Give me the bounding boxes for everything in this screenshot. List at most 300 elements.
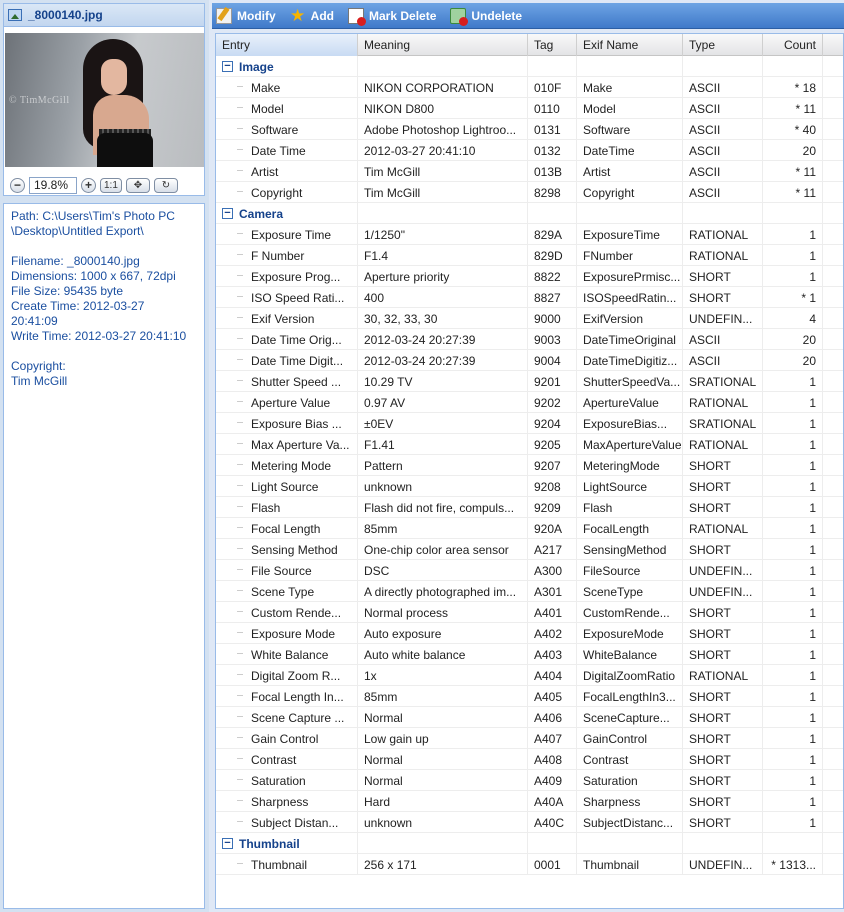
move-arrows-icon: ✥: [133, 179, 143, 191]
cell-meaning: Flash did not fire, compuls...: [358, 497, 528, 518]
cell-meaning: Low gain up: [358, 728, 528, 749]
table-row[interactable]: [216, 413, 843, 434]
file-size: File Size: 95435 byte: [11, 284, 124, 298]
cell-type: SRATIONAL: [683, 371, 763, 392]
table-row[interactable]: [216, 728, 843, 749]
cell-count: 1: [763, 812, 823, 833]
cell-entry: Focal Length In...: [216, 686, 358, 707]
cell-tag: A406: [528, 707, 577, 728]
cell-entry: Model: [216, 98, 358, 119]
cell-exif-name: Model: [577, 98, 683, 119]
cell-entry: Gain Control: [216, 728, 358, 749]
table-row[interactable]: [216, 581, 843, 602]
cell-tag: A409: [528, 770, 577, 791]
table-row[interactable]: [216, 665, 843, 686]
cell-type: ASCII: [683, 119, 763, 140]
cell-count: * 1313...: [763, 854, 823, 875]
cell-entry: Exposure Time: [216, 224, 358, 245]
cell-type: ASCII: [683, 140, 763, 161]
edit-pencil-icon: [216, 8, 232, 24]
cell-count: 1: [763, 581, 823, 602]
cell-entry: Sensing Method: [216, 539, 358, 560]
cell-meaning: 2012-03-27 20:41:10: [358, 140, 528, 161]
cell-entry: Shutter Speed ...: [216, 371, 358, 392]
cell-tag: 8298: [528, 182, 577, 203]
cell-exif-name: FocalLengthIn3...: [577, 686, 683, 707]
cell-entry: Exposure Mode: [216, 623, 358, 644]
cell-count: 1: [763, 266, 823, 287]
cell-count: 20: [763, 140, 823, 161]
table-row[interactable]: [216, 119, 843, 140]
undelete-button[interactable]: [446, 5, 532, 27]
cell-entry: Exposure Bias ...: [216, 413, 358, 434]
cell-entry: Artist: [216, 161, 358, 182]
cell-meaning: F1.4: [358, 245, 528, 266]
cell-exif-name: ExposureBias...: [577, 413, 683, 434]
group-label: Thumbnail: [239, 836, 300, 851]
cell-count: 1: [763, 497, 823, 518]
cell-exif-name: SensingMethod: [577, 539, 683, 560]
cell-type: RATIONAL: [683, 224, 763, 245]
cell-meaning: 10.29 TV: [358, 371, 528, 392]
table-row[interactable]: [216, 140, 843, 161]
column-header-tag[interactable]: Tag: [528, 34, 577, 56]
cell-type: RATIONAL: [683, 665, 763, 686]
cell-tag: 010F: [528, 77, 577, 98]
cell-type: UNDEFIN...: [683, 854, 763, 875]
cell-meaning: 85mm: [358, 686, 528, 707]
cell-exif-name: FileSource: [577, 560, 683, 581]
cell-count: 20: [763, 329, 823, 350]
cell-tag: 8827: [528, 287, 577, 308]
group-header[interactable]: [216, 833, 358, 854]
cell-tag: 9209: [528, 497, 577, 518]
collapse-icon[interactable]: −: [222, 61, 233, 72]
photo-preview[interactable]: [5, 33, 204, 167]
table-row[interactable]: [216, 749, 843, 770]
cell-tag: 920A: [528, 518, 577, 539]
cell-type: SHORT: [683, 812, 763, 833]
cell-entry: Subject Distan...: [216, 812, 358, 833]
cell-meaning: Normal process: [358, 602, 528, 623]
cell-tag: 9202: [528, 392, 577, 413]
thumbnail-panel-header: [4, 4, 204, 27]
cell-count: * 11: [763, 161, 823, 182]
table-row[interactable]: [216, 560, 843, 581]
photo-watermark: © TimMcGill: [9, 95, 70, 106]
cell-type: SHORT: [683, 770, 763, 791]
cell-count: 1: [763, 476, 823, 497]
cell-exif-name: DateTimeDigitiz...: [577, 350, 683, 371]
cell-count: 1: [763, 623, 823, 644]
cell-exif-name: GainControl: [577, 728, 683, 749]
cell-tag: 0132: [528, 140, 577, 161]
zoom-level-field[interactable]: 19.8%: [29, 177, 77, 194]
cell-exif-name: FocalLength: [577, 518, 683, 539]
cell-tag: 9205: [528, 434, 577, 455]
cell-entry: Custom Rende...: [216, 602, 358, 623]
cell-meaning: DSC: [358, 560, 528, 581]
cell-tag: 9004: [528, 350, 577, 371]
cell-type: SHORT: [683, 791, 763, 812]
mark-delete-label: Mark Delete: [369, 8, 437, 23]
file-info-panel: [3, 203, 205, 909]
cell-type: SHORT: [683, 749, 763, 770]
toolbar: [212, 3, 844, 29]
group-row[interactable]: [216, 833, 843, 854]
file-path: Path: C:\Users\Tim's Photo PC \Desktop\Untitled Export\: [11, 209, 175, 238]
exif-grid: [215, 33, 844, 909]
grid-header: [216, 34, 843, 56]
table-row[interactable]: [216, 476, 843, 497]
cell-entry: Scene Capture ...: [216, 707, 358, 728]
cell-exif-name: ShutterSpeedVa...: [577, 371, 683, 392]
cell-entry: F Number: [216, 245, 358, 266]
cell-exif-name: SubjectDistanc...: [577, 812, 683, 833]
table-row[interactable]: [216, 350, 843, 371]
cell-tag: 0110: [528, 98, 577, 119]
table-row[interactable]: [216, 287, 843, 308]
cell-meaning: Hard: [358, 791, 528, 812]
cell-type: UNDEFIN...: [683, 581, 763, 602]
column-header-count[interactable]: Count: [763, 34, 823, 56]
group-row[interactable]: [216, 56, 843, 77]
cell-entry: Aperture Value: [216, 392, 358, 413]
thumbnail-panel: [3, 3, 205, 196]
delete-document-icon: [348, 8, 364, 24]
cell-entry: Metering Mode: [216, 455, 358, 476]
cell-entry: Make: [216, 77, 358, 98]
cell-type: UNDEFIN...: [683, 560, 763, 581]
cell-meaning: Normal: [358, 707, 528, 728]
cell-meaning: 1x: [358, 665, 528, 686]
table-row[interactable]: [216, 497, 843, 518]
column-header-entry[interactable]: Entry: [216, 34, 358, 56]
cell-type: SHORT: [683, 497, 763, 518]
star-add-icon: ★: [290, 5, 306, 25]
cell-type: ASCII: [683, 350, 763, 371]
table-row[interactable]: [216, 770, 843, 791]
column-header-type[interactable]: Type: [683, 34, 763, 56]
group-label: Image: [239, 59, 274, 74]
cell-entry: Contrast: [216, 749, 358, 770]
cell-meaning: Normal: [358, 749, 528, 770]
cell-entry: Light Source: [216, 476, 358, 497]
cell-count: 20: [763, 350, 823, 371]
cell-tag: A300: [528, 560, 577, 581]
cell-count: 1: [763, 371, 823, 392]
undelete-icon: [450, 8, 466, 24]
table-row[interactable]: [216, 518, 843, 539]
cell-exif-name: FNumber: [577, 245, 683, 266]
cell-exif-name: ExposureTime: [577, 224, 683, 245]
cell-meaning: Normal: [358, 770, 528, 791]
table-row[interactable]: [216, 77, 843, 98]
cell-type: SHORT: [683, 728, 763, 749]
file-create-time: Create Time: 2012-03-27 20:41:09: [11, 299, 145, 328]
table-row[interactable]: [216, 182, 843, 203]
file-write-time: Write Time: 2012-03-27 20:41:10: [11, 329, 187, 343]
cell-type: SHORT: [683, 602, 763, 623]
cell-count: * 11: [763, 98, 823, 119]
cell-entry: Date Time Digit...: [216, 350, 358, 371]
cell-count: 1: [763, 455, 823, 476]
cell-exif-name: CustomRende...: [577, 602, 683, 623]
cell-meaning: F1.41: [358, 434, 528, 455]
table-row[interactable]: [216, 791, 843, 812]
table-row[interactable]: [216, 455, 843, 476]
cell-exif-name: SceneCapture...: [577, 707, 683, 728]
cell-meaning: unknown: [358, 476, 528, 497]
cell-type: SHORT: [683, 476, 763, 497]
cell-meaning: ±0EV: [358, 413, 528, 434]
collapse-icon[interactable]: −: [222, 208, 233, 219]
cell-tag: 9000: [528, 308, 577, 329]
cell-exif-name: DateTimeOriginal: [577, 329, 683, 350]
cell-exif-name: ExposurePrmisc...: [577, 266, 683, 287]
cell-type: ASCII: [683, 329, 763, 350]
cell-type: ASCII: [683, 98, 763, 119]
modify-button[interactable]: [212, 5, 286, 27]
cell-count: 1: [763, 539, 823, 560]
cell-exif-name: SceneType: [577, 581, 683, 602]
cell-tag: A217: [528, 539, 577, 560]
cell-count: 1: [763, 392, 823, 413]
cell-meaning: 30, 32, 33, 30: [358, 308, 528, 329]
table-row[interactable]: [216, 224, 843, 245]
rotate-button[interactable]: [154, 178, 178, 193]
cell-tag: A401: [528, 602, 577, 623]
cell-count: 1: [763, 707, 823, 728]
cell-exif-name: ApertureValue: [577, 392, 683, 413]
cell-count: 1: [763, 518, 823, 539]
cell-exif-name: Copyright: [577, 182, 683, 203]
zoom-out-button[interactable]: −: [10, 178, 25, 193]
copyright-value: Tim McGill: [11, 374, 68, 388]
cell-entry: White Balance: [216, 644, 358, 665]
cell-count: 1: [763, 665, 823, 686]
cell-count: 1: [763, 602, 823, 623]
cell-type: RATIONAL: [683, 434, 763, 455]
cell-count: 1: [763, 560, 823, 581]
cell-count: 4: [763, 308, 823, 329]
cell-tag: A408: [528, 749, 577, 770]
cell-count: 1: [763, 413, 823, 434]
cell-type: ASCII: [683, 182, 763, 203]
table-row[interactable]: [216, 266, 843, 287]
group-row[interactable]: [216, 203, 843, 224]
image-file-icon: [8, 9, 22, 21]
cell-type: RATIONAL: [683, 518, 763, 539]
table-row[interactable]: [216, 812, 843, 833]
cell-entry: Exif Version: [216, 308, 358, 329]
cell-exif-name: LightSource: [577, 476, 683, 497]
cell-exif-name: Sharpness: [577, 791, 683, 812]
cell-tag: 9003: [528, 329, 577, 350]
file-name: Filename: _8000140.jpg: [11, 254, 140, 268]
cell-type: SHORT: [683, 707, 763, 728]
thumbnail-title: _8000140.jpg: [28, 8, 103, 22]
table-row[interactable]: [216, 623, 843, 644]
column-header-exif-name[interactable]: Exif Name: [577, 34, 683, 56]
fit-to-window-button[interactable]: [126, 178, 150, 193]
cell-exif-name: Make: [577, 77, 683, 98]
cell-exif-name: Contrast: [577, 749, 683, 770]
cell-meaning: Auto white balance: [358, 644, 528, 665]
cell-meaning: 2012-03-24 20:27:39: [358, 350, 528, 371]
cell-entry: Thumbnail: [216, 854, 358, 875]
cell-count: * 18: [763, 77, 823, 98]
group-label: Camera: [239, 206, 284, 221]
column-header-meaning[interactable]: Meaning: [358, 34, 528, 56]
cell-tag: 8822: [528, 266, 577, 287]
cell-count: 1: [763, 749, 823, 770]
cell-meaning: Tim McGill: [358, 182, 528, 203]
cell-count: 1: [763, 791, 823, 812]
cell-meaning: 400: [358, 287, 528, 308]
cell-entry: Copyright: [216, 182, 358, 203]
cell-type: RATIONAL: [683, 245, 763, 266]
cell-entry: Digital Zoom R...: [216, 665, 358, 686]
cell-exif-name: MeteringMode: [577, 455, 683, 476]
cell-count: 1: [763, 686, 823, 707]
copyright-label: Copyright:: [11, 359, 66, 373]
cell-tag: 9201: [528, 371, 577, 392]
cell-meaning: Tim McGill: [358, 161, 528, 182]
cell-type: SHORT: [683, 287, 763, 308]
cell-type: SHORT: [683, 623, 763, 644]
cell-count: 1: [763, 644, 823, 665]
cell-meaning: Pattern: [358, 455, 528, 476]
cell-meaning: One-chip color area sensor: [358, 539, 528, 560]
cell-type: ASCII: [683, 77, 763, 98]
cell-exif-name: Thumbnail: [577, 854, 683, 875]
file-dimensions: Dimensions: 1000 x 667, 72dpi: [11, 269, 176, 283]
add-label: Add: [310, 8, 334, 23]
cell-count: * 40: [763, 119, 823, 140]
cell-meaning: Adobe Photoshop Lightroo...: [358, 119, 528, 140]
table-row[interactable]: [216, 539, 843, 560]
cell-type: UNDEFIN...: [683, 308, 763, 329]
cell-exif-name: ExposureMode: [577, 623, 683, 644]
cell-type: SRATIONAL: [683, 413, 763, 434]
collapse-icon[interactable]: −: [222, 838, 233, 849]
cell-tag: 9207: [528, 455, 577, 476]
cell-entry: Date Time Orig...: [216, 329, 358, 350]
cell-tag: 829A: [528, 224, 577, 245]
cell-meaning: NIKON CORPORATION: [358, 77, 528, 98]
cell-meaning: Auto exposure: [358, 623, 528, 644]
cell-entry: ISO Speed Rati...: [216, 287, 358, 308]
cell-exif-name: ISOSpeedRatin...: [577, 287, 683, 308]
cell-exif-name: Software: [577, 119, 683, 140]
cell-exif-name: Flash: [577, 497, 683, 518]
left-panel: [0, 0, 209, 912]
cell-exif-name: MaxApertureValue: [577, 434, 683, 455]
cell-exif-name: Saturation: [577, 770, 683, 791]
table-row[interactable]: [216, 308, 843, 329]
zoom-in-button[interactable]: +: [81, 178, 96, 193]
table-row[interactable]: [216, 161, 843, 182]
cell-tag: 013B: [528, 161, 577, 182]
table-row[interactable]: [216, 644, 843, 665]
cell-tag: 9204: [528, 413, 577, 434]
table-row[interactable]: [216, 434, 843, 455]
rotate-icon: ↻: [161, 179, 171, 191]
cell-tag: A40A: [528, 791, 577, 812]
cell-tag: A402: [528, 623, 577, 644]
cell-meaning: 85mm: [358, 518, 528, 539]
cell-entry: Max Aperture Va...: [216, 434, 358, 455]
cell-count: 1: [763, 770, 823, 791]
cell-entry: Exposure Prog...: [216, 266, 358, 287]
table-row[interactable]: [216, 98, 843, 119]
cell-tag: 829D: [528, 245, 577, 266]
cell-entry: Focal Length: [216, 518, 358, 539]
cell-type: SHORT: [683, 686, 763, 707]
cell-entry: File Source: [216, 560, 358, 581]
cell-exif-name: DateTime: [577, 140, 683, 161]
mark-delete-button[interactable]: [344, 5, 446, 27]
table-row[interactable]: [216, 686, 843, 707]
grid-body: [216, 56, 843, 875]
cell-meaning: 256 x 171: [358, 854, 528, 875]
cell-tag: A407: [528, 728, 577, 749]
cell-count: * 1: [763, 287, 823, 308]
cell-entry: Flash: [216, 497, 358, 518]
cell-entry: Sharpness: [216, 791, 358, 812]
cell-meaning: unknown: [358, 812, 528, 833]
cell-entry: Date Time: [216, 140, 358, 161]
cell-tag: A404: [528, 665, 577, 686]
cell-meaning: 0.97 AV: [358, 392, 528, 413]
undelete-label: Undelete: [471, 8, 523, 23]
actual-size-button[interactable]: 1:1: [100, 178, 122, 193]
cell-meaning: A directly photographed im...: [358, 581, 528, 602]
cell-entry: Scene Type: [216, 581, 358, 602]
cell-tag: 9208: [528, 476, 577, 497]
cell-type: RATIONAL: [683, 392, 763, 413]
group-header[interactable]: [216, 203, 358, 224]
table-row[interactable]: [216, 371, 843, 392]
group-header[interactable]: [216, 56, 358, 77]
table-row[interactable]: [216, 245, 843, 266]
add-button[interactable]: [286, 5, 344, 27]
table-row[interactable]: [216, 392, 843, 413]
cell-count: 1: [763, 245, 823, 266]
cell-entry: Saturation: [216, 770, 358, 791]
cell-tag: A403: [528, 644, 577, 665]
cell-count: * 11: [763, 182, 823, 203]
table-row[interactable]: [216, 602, 843, 623]
cell-meaning: Aperture priority: [358, 266, 528, 287]
cell-type: SHORT: [683, 644, 763, 665]
zoom-toolbar: [5, 174, 204, 196]
cell-exif-name: Artist: [577, 161, 683, 182]
cell-exif-name: ExifVersion: [577, 308, 683, 329]
cell-tag: A405: [528, 686, 577, 707]
cell-meaning: 2012-03-24 20:27:39: [358, 329, 528, 350]
table-row[interactable]: [216, 707, 843, 728]
cell-meaning: 1/1250": [358, 224, 528, 245]
cell-entry: Software: [216, 119, 358, 140]
modify-label: Modify: [237, 8, 276, 23]
cell-type: SHORT: [683, 539, 763, 560]
cell-type: SHORT: [683, 455, 763, 476]
table-row[interactable]: [216, 329, 843, 350]
cell-count: 1: [763, 224, 823, 245]
table-row[interactable]: [216, 854, 843, 875]
